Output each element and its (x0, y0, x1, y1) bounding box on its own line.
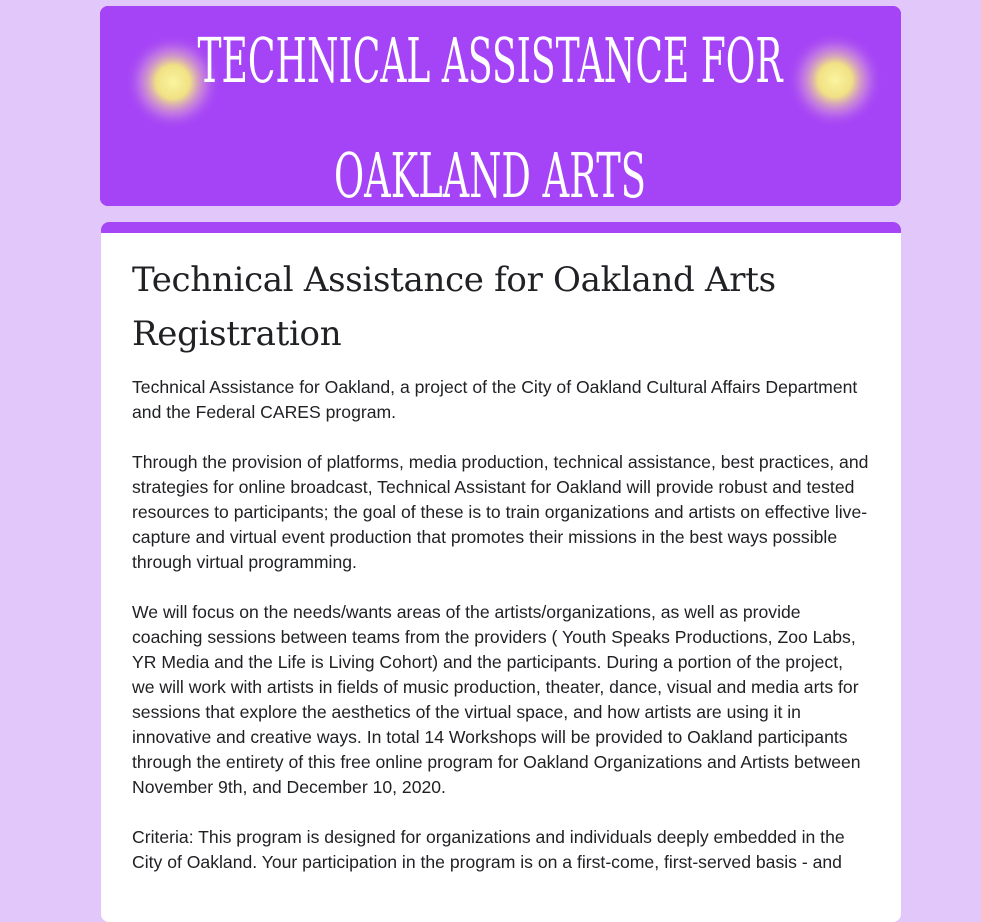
banner-line-2: OAKLAND ARTS (334, 139, 646, 206)
right-glow-orb (787, 32, 883, 128)
header-banner-image (100, 6, 901, 206)
description-paragraph: Criteria: This program is designed for organizations and individuals deeply embedded in the City of Oakland. Your participation in the program is on a first-come, first-served basis - and (132, 827, 845, 872)
description-paragraph: We will focus on the needs/wants areas of the artists/organizations, as well as provide coaching sessions between teams from the providers ( Youth Speaks Productions, Zoo Labs, YR Media and the Life is Living Cohort) and the participants. During a portion of the project, we will work with artists in fields of music production, theater, dance, visual and media arts for sessions that explore the aesthetics of the virtual space, and how artists are using it in innovative and creative ways. In total 14 Workshops will be provided to Oakland participants through the entirety of this free online program for Oakland Organizations and Artists between November 9th, and December 10, 2020. (132, 602, 861, 797)
form-description (101, 233, 901, 875)
card-accent-bar (101, 222, 901, 233)
form-title: Technical Assistance for Oakland Arts Registration (132, 260, 776, 354)
banner-graphic (100, 6, 901, 206)
description-paragraph: Technical Assistance for Oakland, a project of the City of Oakland Cultural Affairs Department and the Federal CARES program. (132, 377, 858, 422)
form-header-card (101, 222, 901, 922)
banner-line-1: TECHNICAL ASSISTANCE FOR (197, 24, 784, 97)
description-paragraph: Through the provision of platforms, media production, technical assistance, best practices, and strategies for online broadcast, Technical Assistant for Oakland will provide robust and tested resources to participants; the goal of these is to train organizations and artists on effective live-capture and virtual event production that promotes their missions in the best ways possible through virtual programming. (132, 452, 869, 572)
